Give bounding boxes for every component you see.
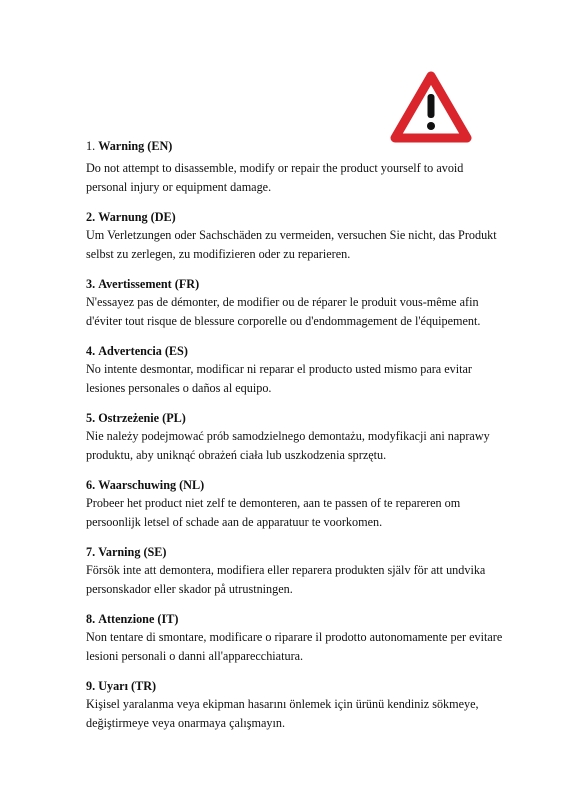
section-heading: 4. Advertencia (ES) [86,344,188,358]
section-heading: 1. Warning (EN) [86,139,173,153]
section-heading: 8. Attenzione (IT) [86,612,179,626]
section-text: Um Verletzungen oder Sachschäden zu vermeiden, versuchen Sie nicht, das Produkt selbst zu zerlegen, zu modifizieren oder zu reparieren. [86,228,497,261]
section-text: Probeer het product niet zelf te demonteren, aan te passen of te repareren om persoonlijk letsel of schade aan de apparatuur te voorkomen. [86,496,461,529]
section-pl [86,410,506,464]
section-text: N'essayez pas de démonter, de modifier ou de réparer le produit vous-même afin d'éviter tout risque de blessure corporelle ou d'endommagement de l'équipement. [86,295,481,328]
section-es [86,343,506,397]
warning-document [86,138,506,745]
section-heading: 2. Warnung (DE) [86,210,176,224]
section-text: Kişisel yaralanma veya ekipman hasarını önlemek için ürünü kendiniz sökmeye, değiştirmeye veya onarmaya çalışmayın. [86,697,479,730]
section-text: Nie należy podejmować prób samodzielnego demontażu, modyfikacji ani naprawy produktu, aby uniknąć obrażeń ciała lub uszkodzenia sprzętu. [86,429,490,462]
section-en [86,138,506,196]
section-heading: 7. Varning (SE) [86,545,167,559]
section-heading: 6. Waarschuwing (NL) [86,478,205,492]
section-de [86,209,506,263]
section-text: No intente desmontar, modificar ni reparar el producto usted mismo para evitar lesiones personales o daños al equipo. [86,362,472,395]
section-tr [86,678,506,732]
warning-triangle-icon [389,70,473,146]
section-fr [86,276,506,330]
section-text: Försök inte att demontera, modifiera eller reparera produkten själv för att undvika personskador eller skador på utrustningen. [86,563,486,596]
section-nl [86,477,506,531]
section-text: Do not attempt to disassemble, modify or repair the product yourself to avoid personal injury or equipment damage. [86,161,464,194]
section-text: Non tentare di smontare, modificare o riparare il prodotto autonomamente per evitare lesioni personali o danni all'apparecchiatura. [86,630,503,663]
section-heading: 9. Uyarı (TR) [86,679,157,693]
section-heading: 3. Avertissement (FR) [86,277,200,291]
section-heading: 5. Ostrzeżenie (PL) [86,411,186,425]
section-it [86,611,506,665]
section-se [86,544,506,598]
